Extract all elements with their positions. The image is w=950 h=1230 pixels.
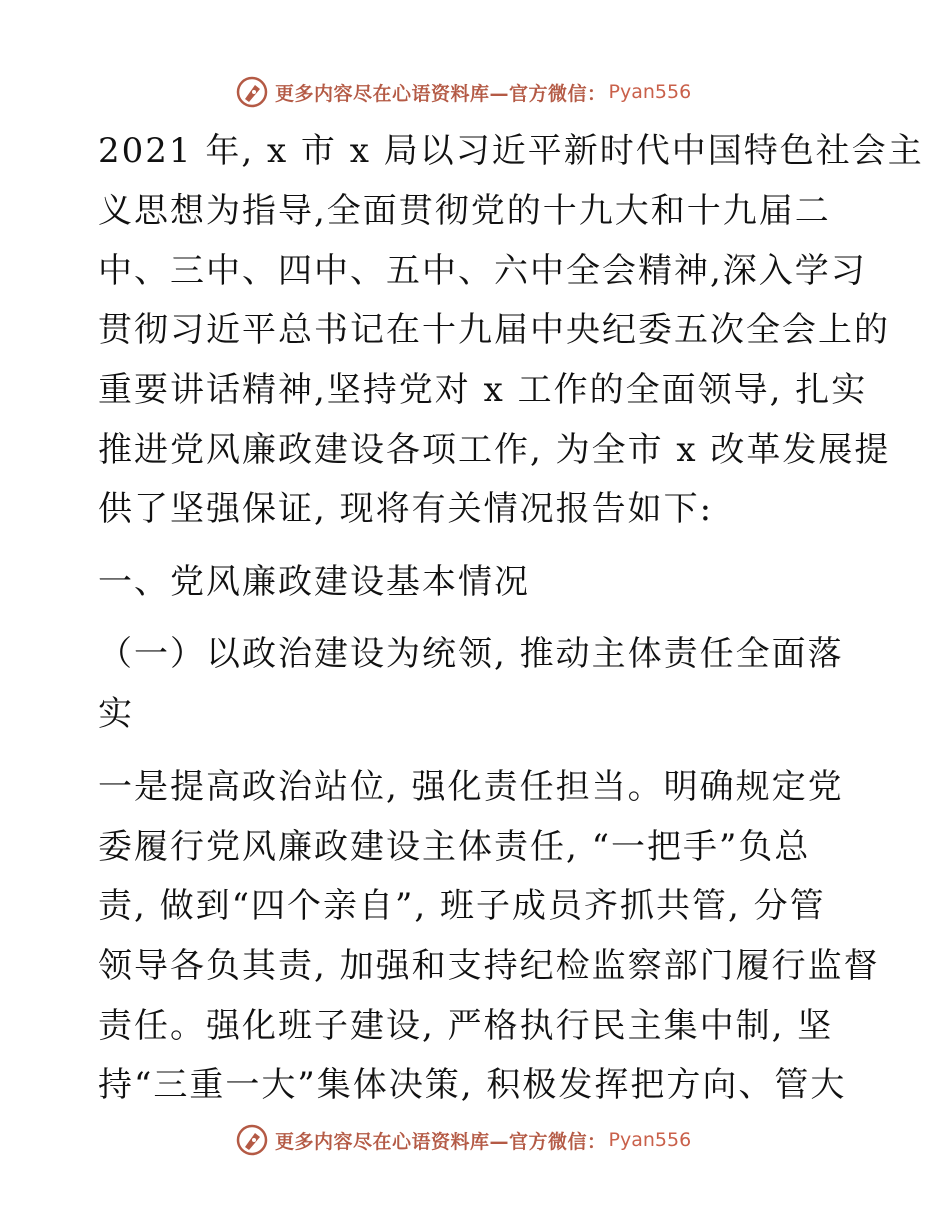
text-line: 一是提高政治站位, 强化责任担当。明确规定党 [98,767,844,807]
pen-nib-logo-icon [235,1123,269,1157]
text-line: 责, 做到“四个亲自”, 班子成员齐抓共管, 分管 [98,886,826,926]
watermark-footer [235,1120,691,1160]
watermark-text: 更多内容尽在心语资料库—官方微信： [275,1130,607,1153]
watermark-text: 更多内容尽在心语资料库—官方微信： [275,82,607,105]
heading-line: 一、党风廉政建设基本情况 [98,562,530,602]
watermark-account: Pyan556 [608,1129,692,1151]
text-line: 责任。强化班子建设, 严格执行民主集中制, 坚 [98,1006,834,1046]
text-line: 2021 年, x 市 x 局以习近平新时代中国特色社会主 [98,131,924,171]
text-line: 中、三中、四中、五中、六中全会精神,深入学习 [98,251,867,291]
watermark-header [235,72,691,112]
text-line: 委履行党风廉政建设主体责任, “一把手”负总 [98,827,811,867]
pen-nib-logo-icon [235,75,269,109]
text-line: 供了坚强保证, 现将有关情况报告如下: [98,489,714,529]
text-line: 持“三重一大”集体决策, 积极发挥把方向、管大 [98,1065,847,1105]
text-line: 重要讲话精神,坚持党对 x 工作的全面领导, 扎实 [98,370,868,410]
text-line: 推进党风廉政建设各项工作, 为全市 x 改革发展提 [98,430,891,470]
watermark-account: Pyan556 [608,81,692,103]
heading-line: （一）以政治建设为统领, 推动主体责任全面落 [98,634,844,674]
text-line: 义思想为指导,全面贯彻党的十九大和十九届二 [98,191,831,231]
text-line: 领导各负其责, 加强和支持纪检监察部门履行监督 [98,946,880,986]
heading-line: 实 [98,694,134,734]
text-line: 贯彻习近平总书记在十九届中央纪委五次全会上的 [98,310,890,350]
